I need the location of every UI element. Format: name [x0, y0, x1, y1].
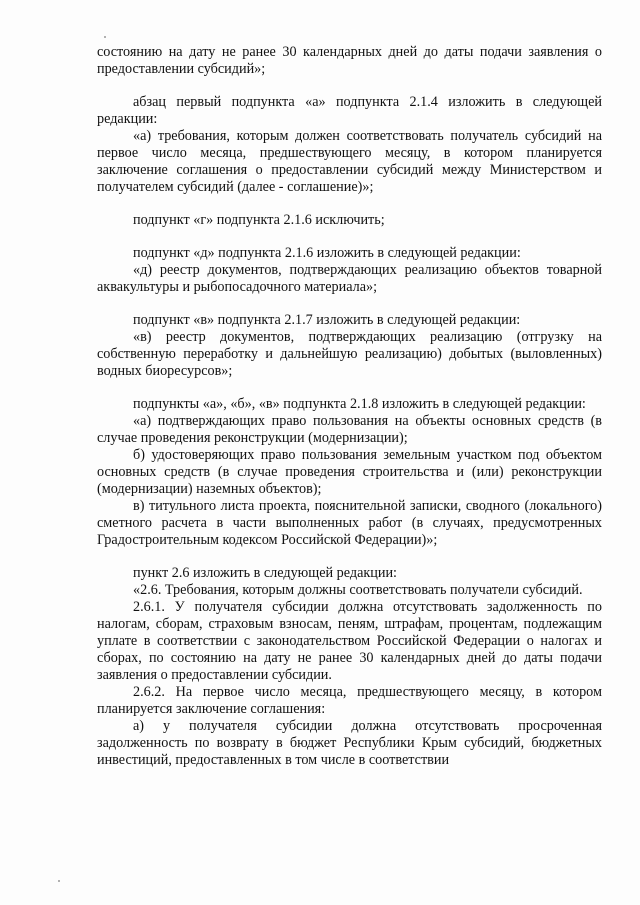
- paragraph-5: подпункт «д» подпункта 2.1.6 изложить в следующей редакции:: [133, 245, 521, 261]
- paragraph-10: «а) подтверждающих право пользования на объекты основных средств (в случае проведения реконструкции (модернизации);: [97, 413, 602, 446]
- paragraph-17: а) у получателя субсидии должна отсутствовать просроченная задолженность по возврату в бюджет Республики Крым субсидий, бюджетных инвестиций, предоставленных в том числе в соответствии: [97, 718, 602, 768]
- paragraph-8: «в) реестр документов, подтверждающих реализацию (отгрузку на собственную переработку и дальнейшую реализацию) добытых (выловленных) водных биоресурсов»;: [97, 329, 602, 379]
- paragraph-1: состоянию на дату не ранее 30 календарных дней до даты подачи заявления о предоставлении субсидий»;: [97, 44, 602, 77]
- paragraph-11: б) удостоверяющих право пользования земельным участком под объектом основных средств (в случае проведения строительства и (или) реконструкции (модернизации) наземных объектов);: [97, 447, 602, 497]
- scan-speck: [104, 36, 106, 38]
- paragraph-14: «2.6. Требования, которым должны соответствовать получатели субсидий.: [133, 582, 583, 598]
- paragraph-16: 2.6.2. На первое число месяца, предшествующего месяцу, в котором планируется заключение соглашения:: [97, 684, 602, 717]
- paragraph-15: 2.6.1. У получателя субсидии должна отсутствовать задолженность по налогам, сборам, страховым взносам, пеням, штрафам, процентам, подлежащим уплате в соответствии с законодательством Российской Федерации о налогах и сборах, по состоянию на дату не ранее 30 календарных дней до даты подачи заявления о предоставлении субсидии.: [97, 599, 602, 683]
- paragraph-9: подпункты «а», «б», «в» подпункта 2.1.8 изложить в следующей редакции:: [133, 396, 586, 412]
- paragraph-3: «а) требования, которым должен соответствовать получатель субсидий на первое число месяца, предшествующего месяцу, в котором планируется заключение соглашения о предоставлении субсидий между Министерством и получателем субсидий (далее - соглашение)»;: [97, 128, 602, 195]
- paragraph-4: подпункт «г» подпункта 2.1.6 исключить;: [133, 212, 385, 228]
- paragraph-2: абзац первый подпункта «а» подпункта 2.1.4 изложить в следующей редакции:: [97, 94, 602, 127]
- paragraph-12: в) титульного листа проекта, пояснительной записки, сводного (локального) сметного расчета в части выполненных работ (в случаях, предусмотренных Градостроительным кодексом Российской Федерации)»;: [97, 498, 602, 548]
- paragraph-6: «д) реестр документов, подтверждающих реализацию объектов товарной аквакультуры и рыбопосадочного материала»;: [97, 262, 602, 295]
- paragraph-7: подпункт «в» подпункта 2.1.7 изложить в следующей редакции:: [133, 312, 521, 328]
- scan-speck: [58, 880, 60, 882]
- paragraph-13: пункт 2.6 изложить в следующей редакции:: [133, 565, 397, 581]
